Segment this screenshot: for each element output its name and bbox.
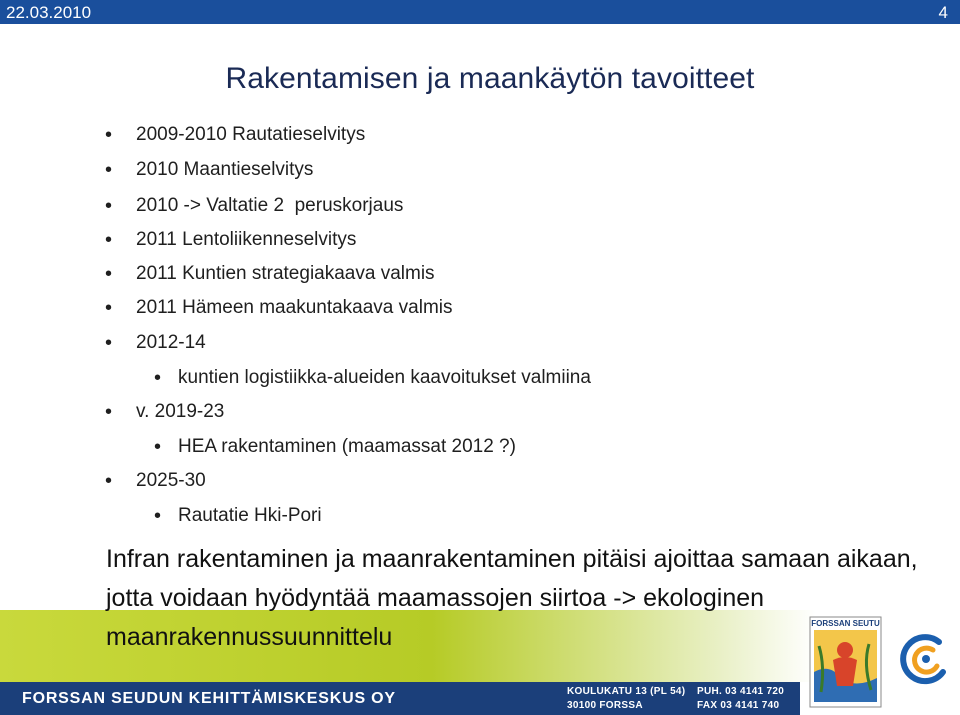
sub-bullet-item: • HEA rakentaminen (maamassat 2012 ?) (154, 436, 516, 458)
bullet-item: • 2010 Maantieselvitys (105, 159, 314, 181)
bullet-item: • 2010 -> Valtatie 2 peruskorjaus (105, 195, 404, 217)
footer-bar (0, 682, 800, 715)
bullet-item: • 2009-2010 Rautatieselvitys (105, 124, 366, 146)
bullet-item: • 2012-14 (105, 332, 206, 354)
logo-text: FORSSAN SEUTU (811, 619, 880, 628)
slide-date: 22.03.2010 (6, 3, 92, 22)
bullet-item: • 2011 Hämeen maakuntakaava valmis (105, 297, 453, 319)
address-line-2: 30100 FORSSA (567, 700, 643, 711)
sub-bullet-item: • kuntien logistiikka-alueiden kaavoitukset valmiina (154, 367, 591, 389)
swirl-logo-icon (893, 628, 955, 690)
conclusion-line: Infran rakentaminen ja maanrakentaminen pitäisi ajoittaa samaan aikaan, (106, 545, 918, 573)
fax-number: FAX 03 4141 740 (697, 700, 780, 711)
address-line-1: KOULUKATU 13 (PL 54) (567, 686, 686, 697)
conclusion-line: maanrakennussuunnittelu (106, 623, 393, 651)
slide-title: Rakentamisen ja maankäytön tavoitteet (225, 62, 755, 95)
phone-number: PUH. 03 4141 720 (697, 686, 785, 697)
forssan-seutu-logo (809, 616, 882, 708)
bullet-item: • 2011 Lentoliikenneselvitys (105, 229, 357, 251)
conclusion-line: jotta voidaan hyödyntää maamassojen siirtoa -> ekologinen (106, 584, 765, 612)
bullet-item: • v. 2019-23 (105, 401, 225, 423)
bullet-item: • 2011 Kuntien strategiakaava valmis (105, 263, 435, 285)
conclusion-text (106, 540, 926, 657)
bullet-item: • 2025-30 (105, 470, 206, 492)
organization-name: FORSSAN SEUDUN KEHITTÄMISKESKUS OY (22, 690, 396, 707)
page-number: 4 (938, 3, 948, 22)
sub-bullet-item: • Rautatie Hki-Pori (154, 505, 322, 527)
